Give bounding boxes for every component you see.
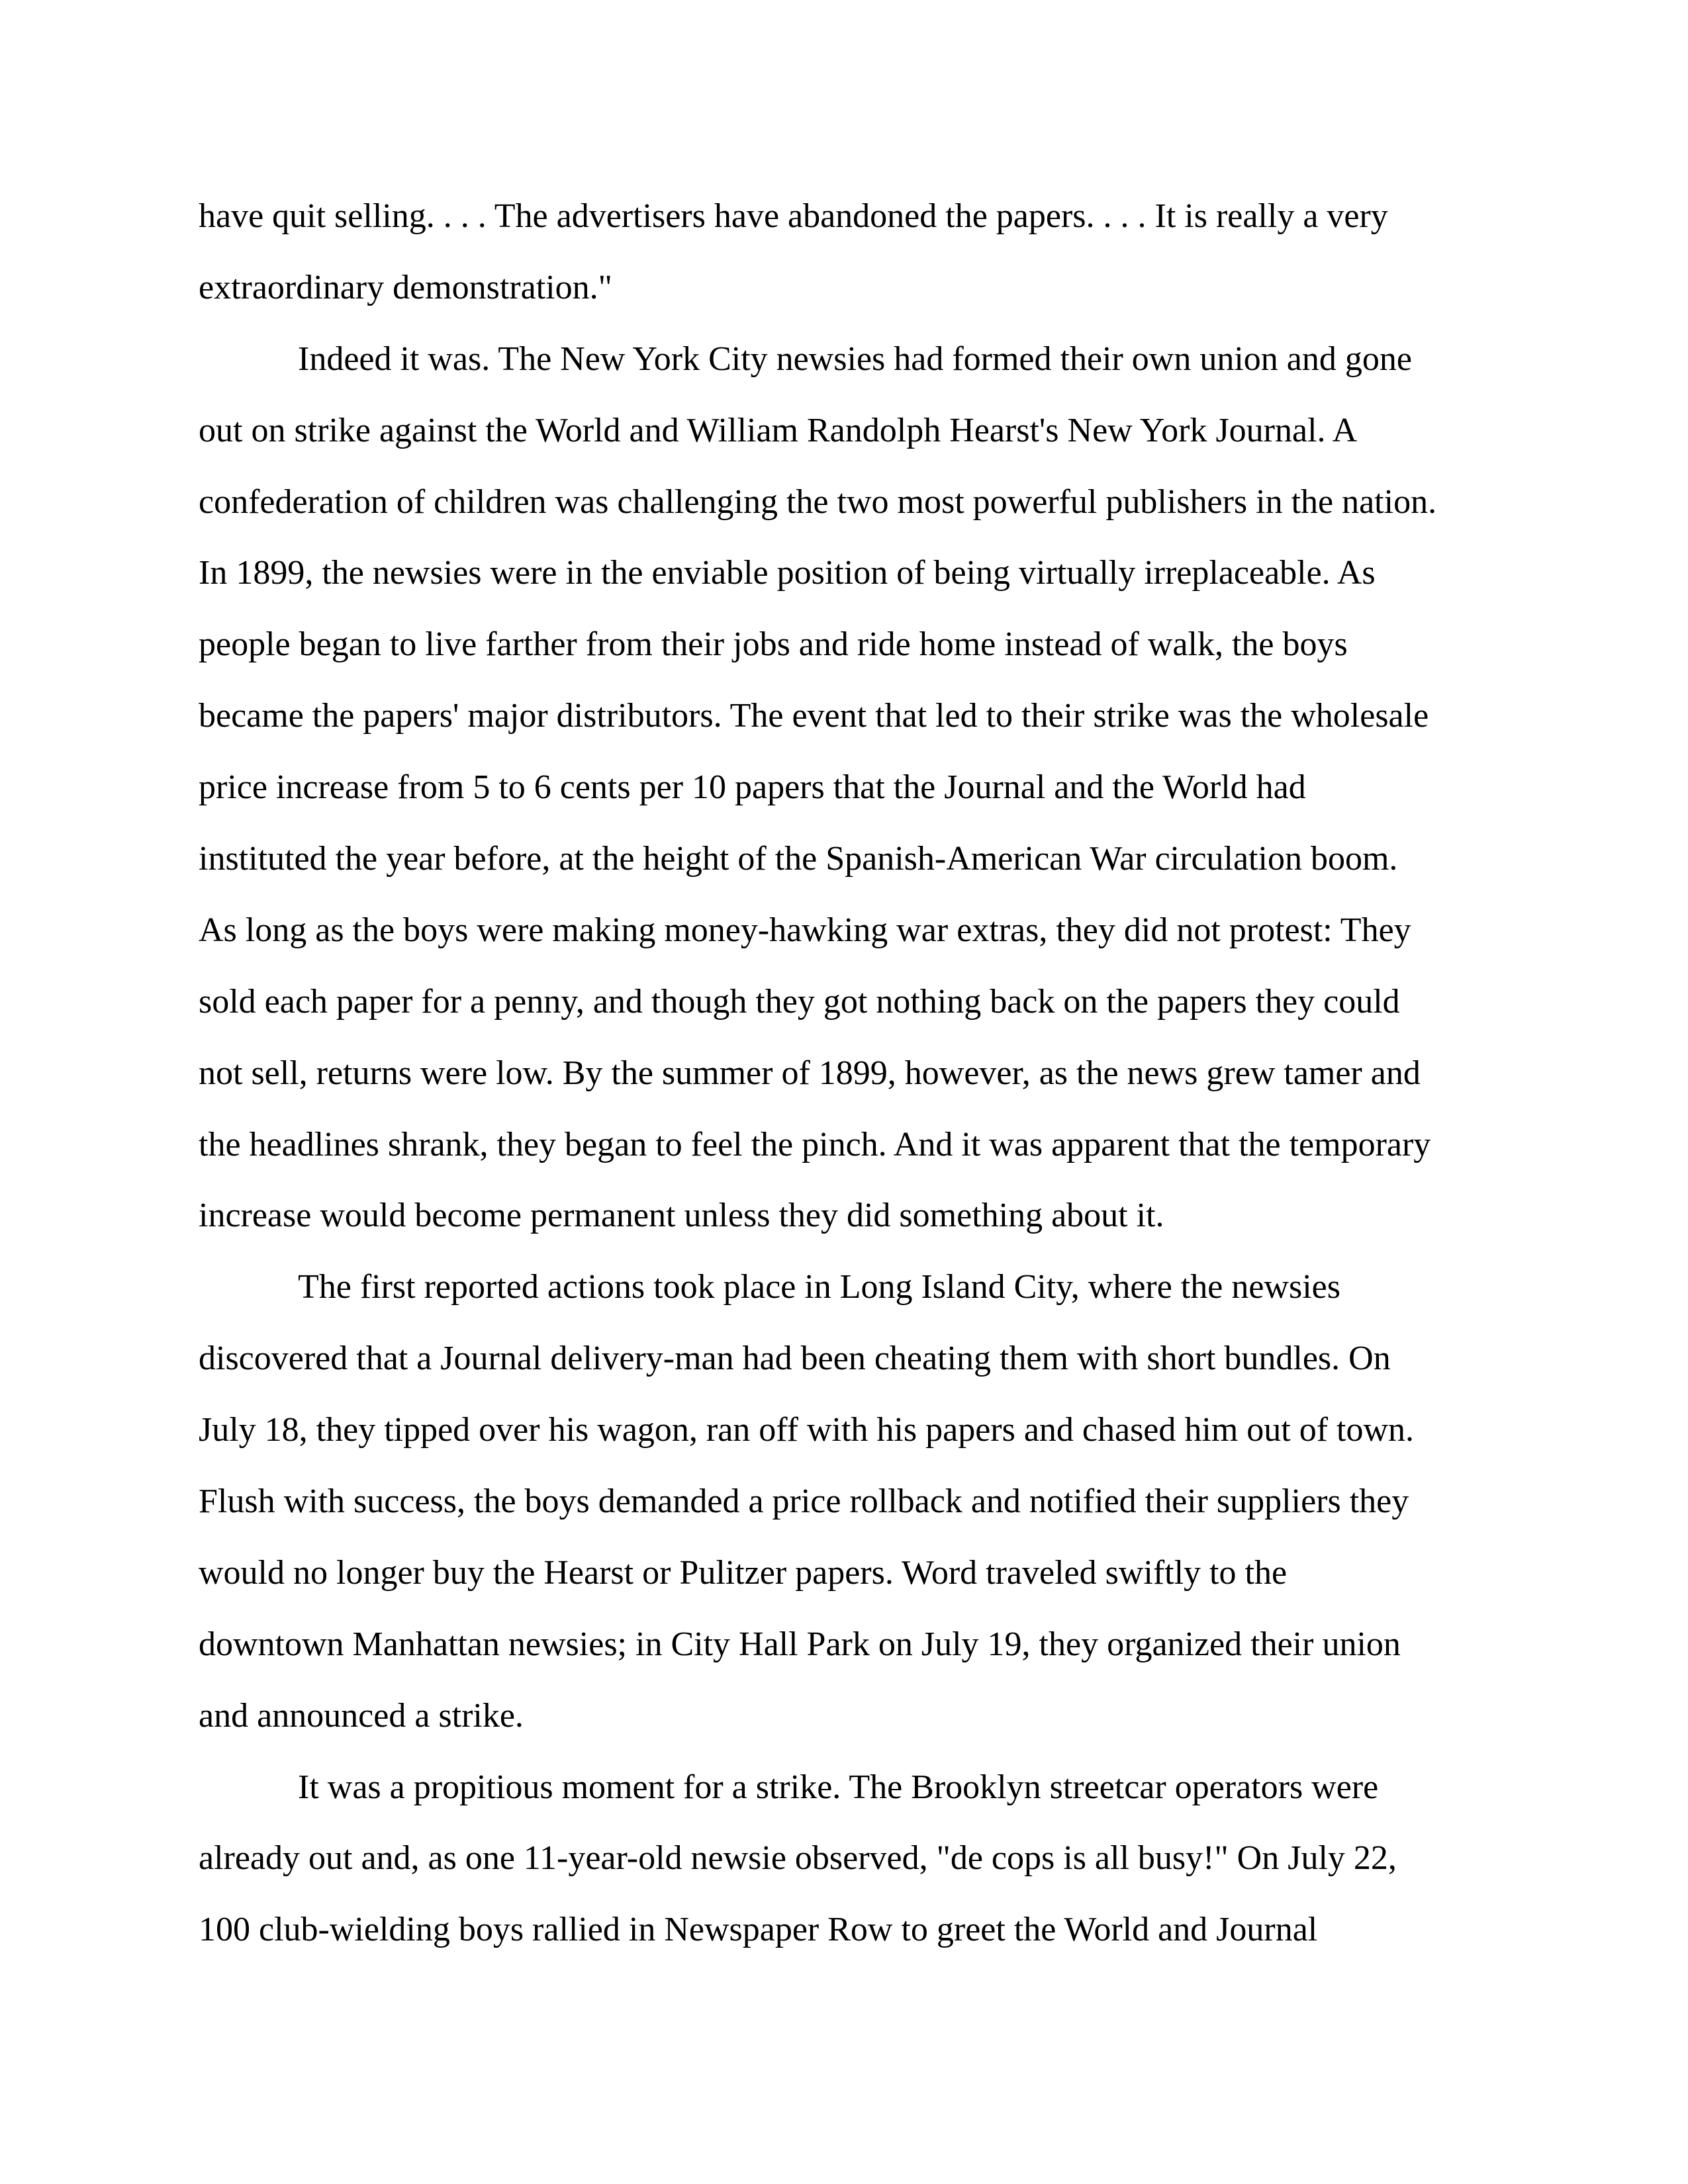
text-line: the headlines shrank, they began to feel the pinch. And it was apparent that the temporary — [199, 1125, 1431, 1163]
text-line: confederation of children was challenging the two most powerful publishers in the nation. — [199, 482, 1437, 521]
text-line: discovered that a Journal delivery-man had been cheating them with short bundles. On — [199, 1340, 1391, 1378]
text-line: increase would become permanent unless they did something about it. — [199, 1197, 1164, 1235]
text-line: have quit selling. . . . The advertisers have abandoned the papers. . . . It is really a very — [199, 197, 1388, 235]
text-line: In 1899, the newsies were in the enviable position of being virtually irreplaceable. As — [199, 554, 1376, 592]
text-line: downtown Manhattan newsies; in City Hall Park on July 19, they organized their union — [199, 1625, 1401, 1663]
text-line: July 18, they tipped over his wagon, ran off with his papers and chased him out of town. — [199, 1411, 1415, 1449]
text-block — [199, 181, 1516, 1966]
text-line: instituted the year before, at the height of the Spanish-American War circulation boom. — [199, 840, 1398, 878]
text-line: Indeed it was. The New York City newsies had formed their own union and gone — [298, 340, 1412, 378]
text-line: not sell, returns were low. By the summer of 1899, however, as the news grew tamer and — [199, 1054, 1421, 1092]
text-line: people began to live farther from their jobs and ride home instead of walk, the boys — [199, 625, 1348, 664]
text-line: already out and, as one 11-year-old newsie observed, "de cops is all busy!" On July 22, — [199, 1839, 1397, 1878]
text-line: The first reported actions took place in Long Island City, where the newsies — [298, 1268, 1340, 1306]
text-line: extraordinary demonstration." — [199, 268, 612, 306]
text-line: out on strike against the World and William Randolph Hearst's New York Journal. A — [199, 411, 1358, 449]
text-line: Flush with success, the boys demanded a price rollback and notified their suppliers they — [199, 1482, 1409, 1521]
text-line: became the papers' major distributors. The event that led to their strike was the wholesale — [199, 697, 1429, 735]
text-line: It was a propitious moment for a strike. The Brooklyn streetcar operators were — [298, 1768, 1379, 1806]
text-line: 100 club-wielding boys rallied in Newspaper Row to greet the World and Journal — [199, 1911, 1318, 1949]
text-line: sold each paper for a penny, and though they got nothing back on the papers they could — [199, 982, 1400, 1021]
text-line: would no longer buy the Hearst or Pulitzer papers. Word traveled swiftly to the — [199, 1553, 1288, 1592]
text-line: price increase from 5 to 6 cents per 10 papers that the Journal and the World had — [199, 768, 1306, 807]
text-line: As long as the boys were making money-hawking war extras, they did not protest: They — [199, 911, 1411, 949]
text-line: and announced a strike. — [199, 1696, 524, 1735]
